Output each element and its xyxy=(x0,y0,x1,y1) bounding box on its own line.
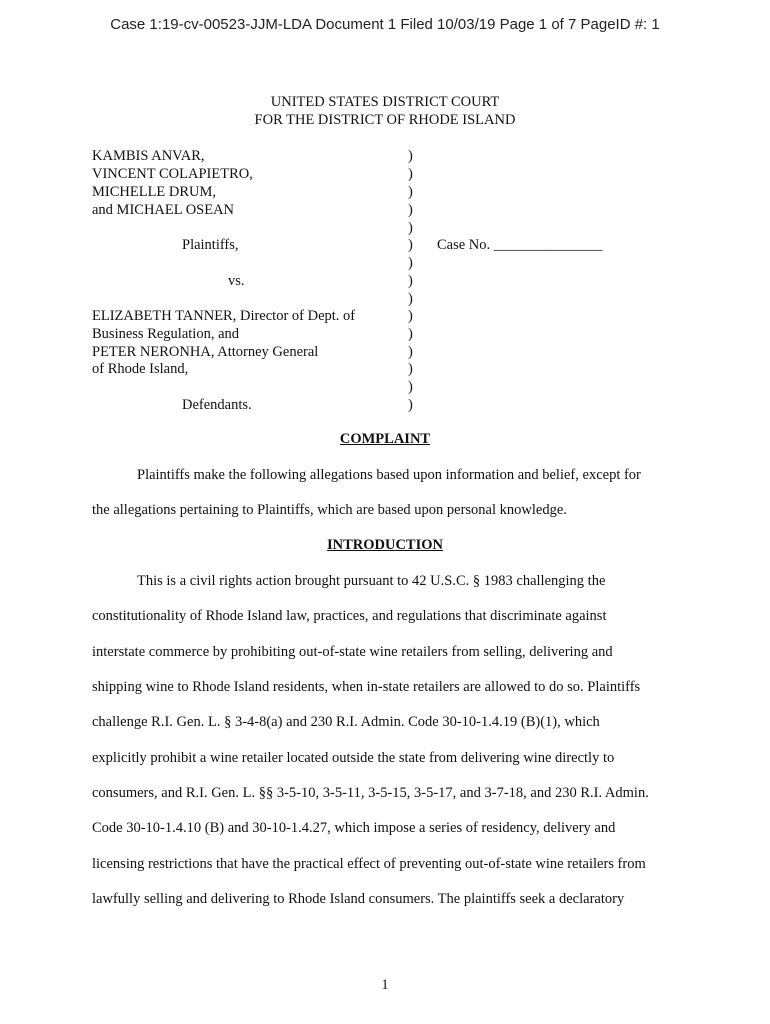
court-name: UNITED STATES DISTRICT COURT xyxy=(270,94,500,110)
paragraph-line: consumers, and R.I. Gen. L. §§ 3-5-10, 3-5-11, 3-5-15, 3-5-17, and 3-7-18, and 230 R.I. Admin. xyxy=(92,785,649,801)
defendant-name: ELIZABETH TANNER, Director of Dept. of xyxy=(92,308,356,324)
caption-paren: ) xyxy=(408,361,413,377)
caption-paren: ) xyxy=(408,166,413,182)
case-number: Case No. _______________ xyxy=(437,237,603,253)
versus-label: vs. xyxy=(228,273,245,289)
paragraph-line: explicitly prohibit a wine retailer located outside the state from delivering wine directly to xyxy=(92,750,615,766)
plaintiff-name: and MICHAEL OSEAN xyxy=(92,202,235,218)
caption-paren: ) xyxy=(408,344,413,360)
page-number: 1 xyxy=(381,977,389,993)
paragraph-line: interstate commerce by prohibiting out-of-state wine retailers from selling, delivering and xyxy=(92,644,613,660)
document-header: Case 1:19-cv-00523-JJM-LDA Document 1 Filed 10/03/19 Page 1 of 7 PageID #: 1 xyxy=(110,16,660,33)
complaint-heading: COMPLAINT xyxy=(339,431,431,447)
paragraph-line: constitutionality of Rhode Island law, practices, and regulations that discriminate against xyxy=(92,608,607,624)
paragraph-line: Code 30-10-1.4.10 (B) and 30-10-1.4.27, which impose a series of residency, delivery and xyxy=(92,820,616,836)
paragraph-line: challenge R.I. Gen. L. § 3-4-8(a) and 230 R.I. Admin. Code 30-10-1.4.19 (B)(1), which xyxy=(92,714,600,730)
paragraph-line: Plaintiffs make the following allegations based upon information and belief, except for xyxy=(137,467,641,483)
caption-paren: ) xyxy=(408,379,413,395)
defendant-name: PETER NERONHA, Attorney General xyxy=(92,344,319,360)
caption-paren: ) xyxy=(408,273,413,289)
caption-paren: ) xyxy=(408,308,413,324)
defendant-name: Business Regulation, and xyxy=(92,326,240,342)
introduction-heading: INTRODUCTION xyxy=(326,537,443,553)
caption-paren: ) xyxy=(408,148,413,164)
defendants-label: Defendants. xyxy=(182,397,252,413)
caption-paren: ) xyxy=(408,326,413,342)
plaintiff-name: VINCENT COLAPIETRO, xyxy=(92,166,253,182)
paragraph-line: shipping wine to Rhode Island residents, when in-state retailers are allowed to do so. Plaintiffs xyxy=(92,679,641,695)
caption-paren: ) xyxy=(408,220,413,236)
paragraph-line: licensing restrictions that have the practical effect of preventing out-of-state wine retailers from xyxy=(92,856,646,872)
caption-paren: ) xyxy=(408,397,413,413)
plaintiff-name: MICHELLE DRUM, xyxy=(92,184,217,200)
plaintiffs-label: Plaintiffs, xyxy=(182,237,239,253)
paragraph-line: This is a civil rights action brought pursuant to 42 U.S.C. § 1983 challenging the xyxy=(137,573,606,589)
court-district: FOR THE DISTRICT OF RHODE ISLAND xyxy=(254,112,516,128)
defendant-name: of Rhode Island, xyxy=(92,361,189,377)
caption-paren: ) xyxy=(408,184,413,200)
caption-paren: ) xyxy=(408,237,413,253)
paragraph-line: the allegations pertaining to Plaintiffs, which are based upon personal knowledge. xyxy=(92,502,567,518)
paragraph-line: lawfully selling and delivering to Rhode Island consumers. The plaintiffs seek a declaratory xyxy=(92,891,625,907)
plaintiff-name: KAMBIS ANVAR, xyxy=(92,148,205,164)
caption-paren: ) xyxy=(408,202,413,218)
caption-paren: ) xyxy=(408,291,413,307)
caption-paren: ) xyxy=(408,255,413,271)
